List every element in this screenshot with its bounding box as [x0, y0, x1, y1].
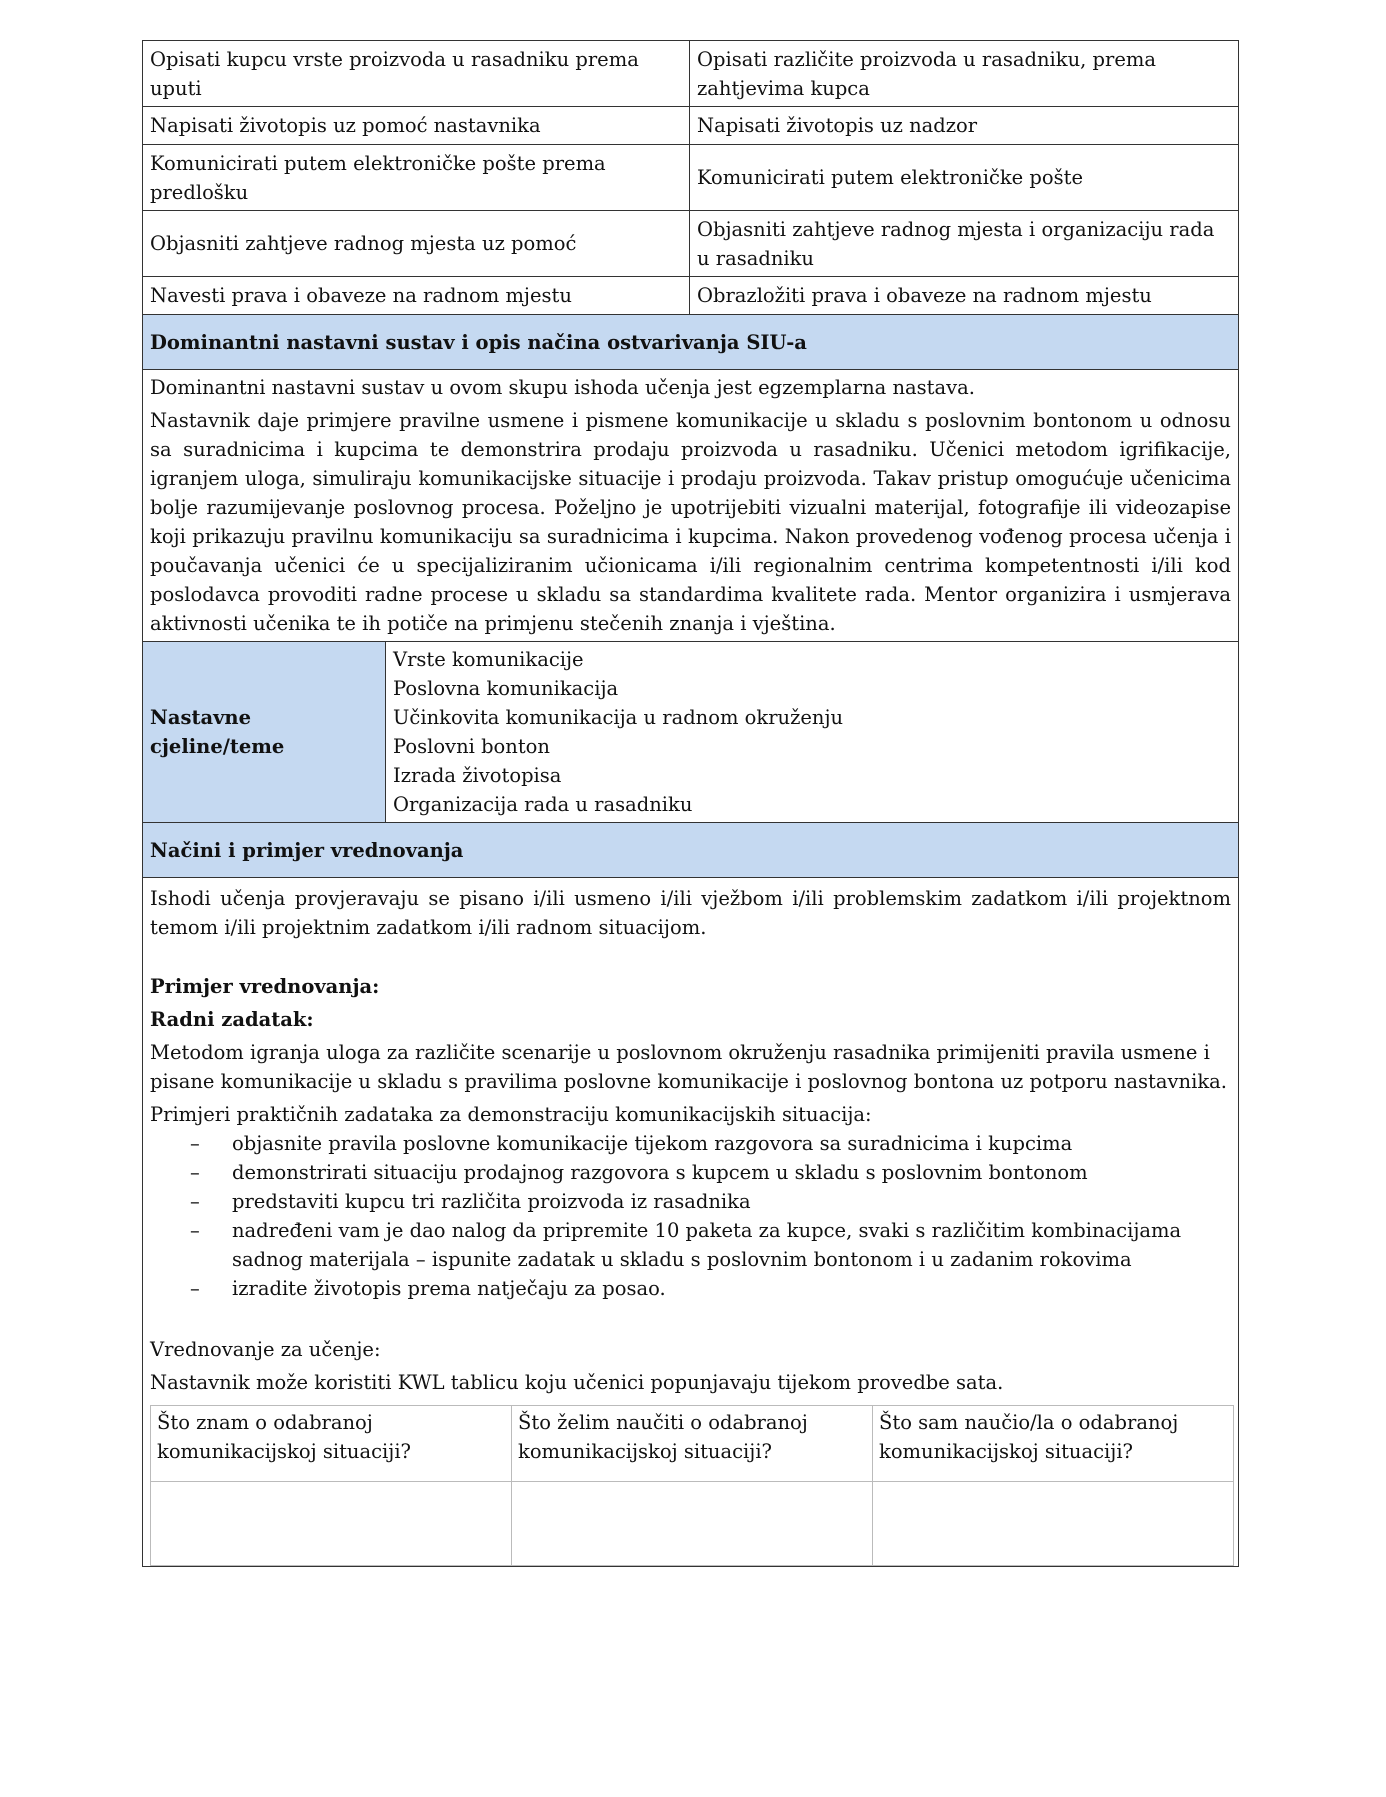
kwl-cell-learned[interactable] — [873, 1482, 1234, 1566]
examples-intro: Primjeri praktičnih zadataka za demonstraciju komunikacijskih situacija: — [150, 1103, 872, 1126]
evaluation-header: Načini i primjer vrednovanja — [143, 823, 1239, 878]
examples-list — [150, 1129, 1231, 1303]
outcome-left: Navesti prava i obaveze na radnom mjestu — [143, 277, 690, 315]
kwl-cell-want[interactable] — [512, 1482, 873, 1566]
task-text: Metodom igranja uloga za različite scenarije u poslovnom okruženju rasadnika primijeniti pravila usmene i pisane komunikacije u skladu s pravilima poslovne komunikacije i poslovnog bontona uz potporu nastavnika. — [150, 1041, 1227, 1093]
outcome-row — [143, 107, 1239, 145]
outcome-row — [143, 145, 1239, 211]
list-item: – izradite životopis prema natječaju za posao. — [150, 1274, 1231, 1303]
evaluation-body — [143, 878, 1239, 1567]
dash-bullet: – — [190, 1219, 200, 1242]
kwl-cell-know[interactable] — [151, 1482, 512, 1566]
outcome-left: Komunicirati putem elektroničke pošte prema predlošku — [143, 145, 690, 211]
topic-item: Poslovna komunikacija — [393, 677, 619, 700]
document-page — [142, 40, 1238, 1567]
list-item: – objasnite pravila poslovne komunikacije tijekom razgovora sa suradnicima i kupcima — [150, 1129, 1231, 1158]
list-item: – predstaviti kupcu tri različita proizvoda iz rasadnika — [150, 1187, 1231, 1216]
list-item: – demonstrirati situaciju prodajnog razgovora s kupcem u skladu s poslovnim bontonom — [150, 1158, 1231, 1187]
topic-item: Organizacija rada u rasadniku — [393, 793, 693, 816]
outcome-right: Objasniti zahtjeve radnog mjesta i organizaciju rada u rasadniku — [690, 211, 1239, 277]
outcome-left: Napisati životopis uz pomoć nastavnika — [143, 107, 690, 145]
dash-bullet: – — [190, 1190, 200, 1213]
topic-item: Poslovni bonton — [393, 735, 550, 758]
outcome-row — [143, 41, 1239, 107]
outcome-right: Napisati životopis uz nadzor — [690, 107, 1239, 145]
dominant-system-intro: Dominantni nastavni sustav u ovom skupu ishoda učenja jest egzemplarna nastava. — [150, 376, 975, 399]
topic-item: Vrste komunikacije — [393, 648, 584, 671]
vfl-title: Vrednovanje za učenje: — [150, 1338, 381, 1361]
outcome-left: Objasniti zahtjeve radnog mjesta uz pomoć — [143, 211, 690, 277]
evaluation-methods: Ishodi učenja provjeravaju se pisano i/ili usmeno i/ili vježbom i/ili problemskim zadatkom i/ili projektnom temom i/ili projektnim zadatkom i/ili radnom situacijom. — [150, 887, 1231, 939]
outcome-right: Opisati različite proizvoda u rasadniku, prema zahtjevima kupca — [690, 41, 1239, 107]
kwl-table — [150, 1405, 1234, 1566]
dash-bullet: – — [190, 1277, 200, 1300]
kwl-header-know: Što znam o odabranoj komunikacijskoj situaciji? — [151, 1406, 512, 1482]
topic-item: Izrada životopisa — [393, 764, 562, 787]
example-title: Primjer vrednovanja: — [150, 975, 380, 998]
topics-label: Nastavne cjeline/teme — [143, 642, 386, 823]
outcome-right: Obrazložiti prava i obaveze na radnom mjestu — [690, 277, 1239, 315]
kwl-header-want: Što želim naučiti o odabranoj komunikacijskoj situaciji? — [512, 1406, 873, 1482]
outcome-row — [143, 211, 1239, 277]
outcome-row — [143, 277, 1239, 315]
dash-bullet: – — [190, 1132, 200, 1155]
vfl-text: Nastavnik može koristiti KWL tablicu koju učenici popunjavaju tijekom provedbe sata. — [150, 1371, 1004, 1394]
task-title: Radni zadatak: — [150, 1008, 314, 1031]
dash-bullet: – — [190, 1161, 200, 1184]
list-item: – nadređeni vam je dao nalog da pripremite 10 paketa za kupce, svaki s različitim kombinacijama sadnog materijala – ispunite zadatak u skladu s poslovnim bontonom i u zadanim rokovima — [150, 1216, 1231, 1274]
outcome-right: Komunicirati putem elektroničke pošte — [690, 145, 1239, 211]
dominant-system-header: Dominantni nastavni sustav i opis načina ostvarivanja SIU-a — [143, 315, 1239, 370]
topic-item: Učinkovita komunikacija u radnom okruženju — [393, 706, 844, 729]
curriculum-table — [142, 40, 1239, 1567]
topics-list — [386, 642, 1239, 823]
dominant-system-body — [143, 370, 1239, 642]
kwl-header-learned: Što sam naučio/la o odabranoj komunikacijskoj situaciji? — [873, 1406, 1234, 1482]
dominant-system-description: Nastavnik daje primjere pravilne usmene i pismene komunikacije u skladu s poslovnim bontonom u odnosu sa suradnicima i kupcima te demonstrira prodaju proizvoda u rasadniku. Učenici metodom igrifikacije, igranjem uloga, simuliraju komunikacijske situacije i prodaju proizvoda. Takav pristup omogućuje učenicima bolje razumijevanje poslovnog procesa. Poželjno je upotrijebiti vizualni materijal, fotografije ili videozapise koji prikazuju pravilnu komunikaciju sa suradnicima i kupcima. Nakon provedenog vođenog procesa učenja i poučavanja učenici će u specijaliziranim učionicama i/ili regionalnim centrima kompetentnosti i/ili kod poslodavca provoditi radne procese u skladu sa standardima kvalitete rada. Mentor organizira i usmjerava aktivnosti učenika te ih potiče na primjenu stečenih znanja i vještina. — [150, 409, 1231, 635]
outcome-left: Opisati kupcu vrste proizvoda u rasadniku prema uputi — [143, 41, 690, 107]
